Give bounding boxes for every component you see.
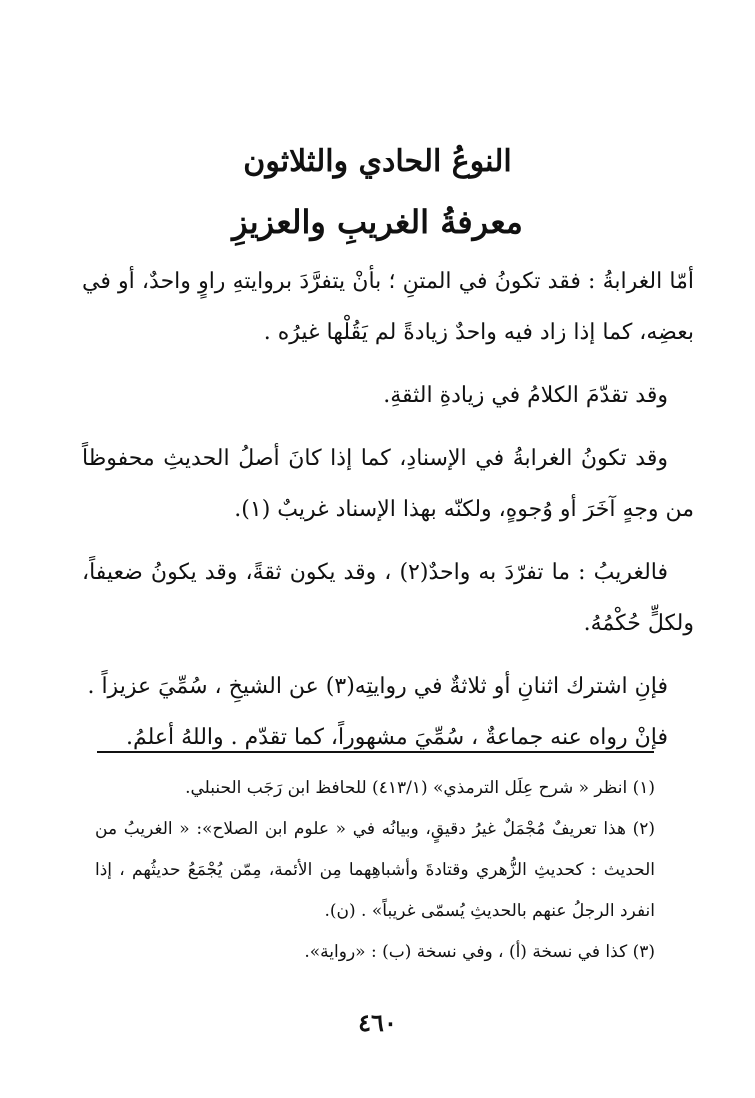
footnote-1: (١) انظر « شرح عِلَل الترمذي» (٤١٣/١) للحافظ ابن رَجَب الحنبلي.	[185, 778, 655, 798]
paragraph-strangeness-in-isnad: وقد تكونُ الغرابةُ في الإسنادِ، كما إذا كانَ أصلُ الحديثِ محفوظاً من وجهٍ آخَرَ أو وُجوهٍ، ولكنّه بهذا الإسناد غريبٌ (١).	[82, 446, 694, 522]
footnotes	[95, 768, 655, 973]
chapter-heading: النوعُ الحادي والثلاثون	[243, 144, 512, 179]
paragraph-gharib-definition: فالغريبُ : ما تفرّدَ به واحدٌ(٢) ، وقد يكون ثقةً، وقد يكونُ ضعيفاً، ولكلٍّ حُكْمُهُ.	[82, 560, 694, 636]
chapter-subheading: معرفةُ الغريبِ والعزيزِ	[232, 203, 523, 241]
paragraph-trustworthy-addition: وقد تقدّمَ الكلامُ في زيادةِ الثقةِ.	[383, 383, 668, 408]
footnote-divider	[97, 751, 654, 753]
main-text	[82, 256, 694, 775]
paragraph-strangeness-in-text: أمّا الغرابةُ : فقد تكونُ في المتنِ ؛ بأنْ يتفرَّدَ بروايتهِ راوٍ واحدٌ، أو في بعضِه، كما إذا زاد فيه واحدٌ زيادةً لم يَقُلْها غيرُه .	[82, 269, 694, 345]
paragraph-mashhur-definition: فإنْ رواه عنه جماعةٌ ، سُمِّيَ مشهوراً، كما تقدّم . واللهُ أعلمُ.	[125, 725, 668, 750]
footnote-3: (٣) كذا في نسخة (أ) ، وفي نسخة (ب) : «رواية».	[304, 942, 655, 962]
page-number: ٤٦٠	[358, 1008, 397, 1037]
footnote-2: (٢) هذا تعريفٌ مُجْمَلٌ غيرُ دقيقٍ، وبيانُه في « علوم ابن الصلاح»: « الغريبُ من الحديث : كحديثِ الزُّهري وقتادةَ وأشباهِهما مِن الأئمة، مِمّن يُجْمَعُ حديثُهم ، إذا انفرد الرجلُ عنهم بالحديثِ يُسمّى غريباً» . (ن).	[95, 819, 655, 921]
paragraph-aziz-definition: فإنِ اشترك اثنانِ أو ثلاثةٌ في روايتِه(٣) عن الشيخِ ، سُمِّيَ عزيزاً .	[87, 674, 668, 699]
